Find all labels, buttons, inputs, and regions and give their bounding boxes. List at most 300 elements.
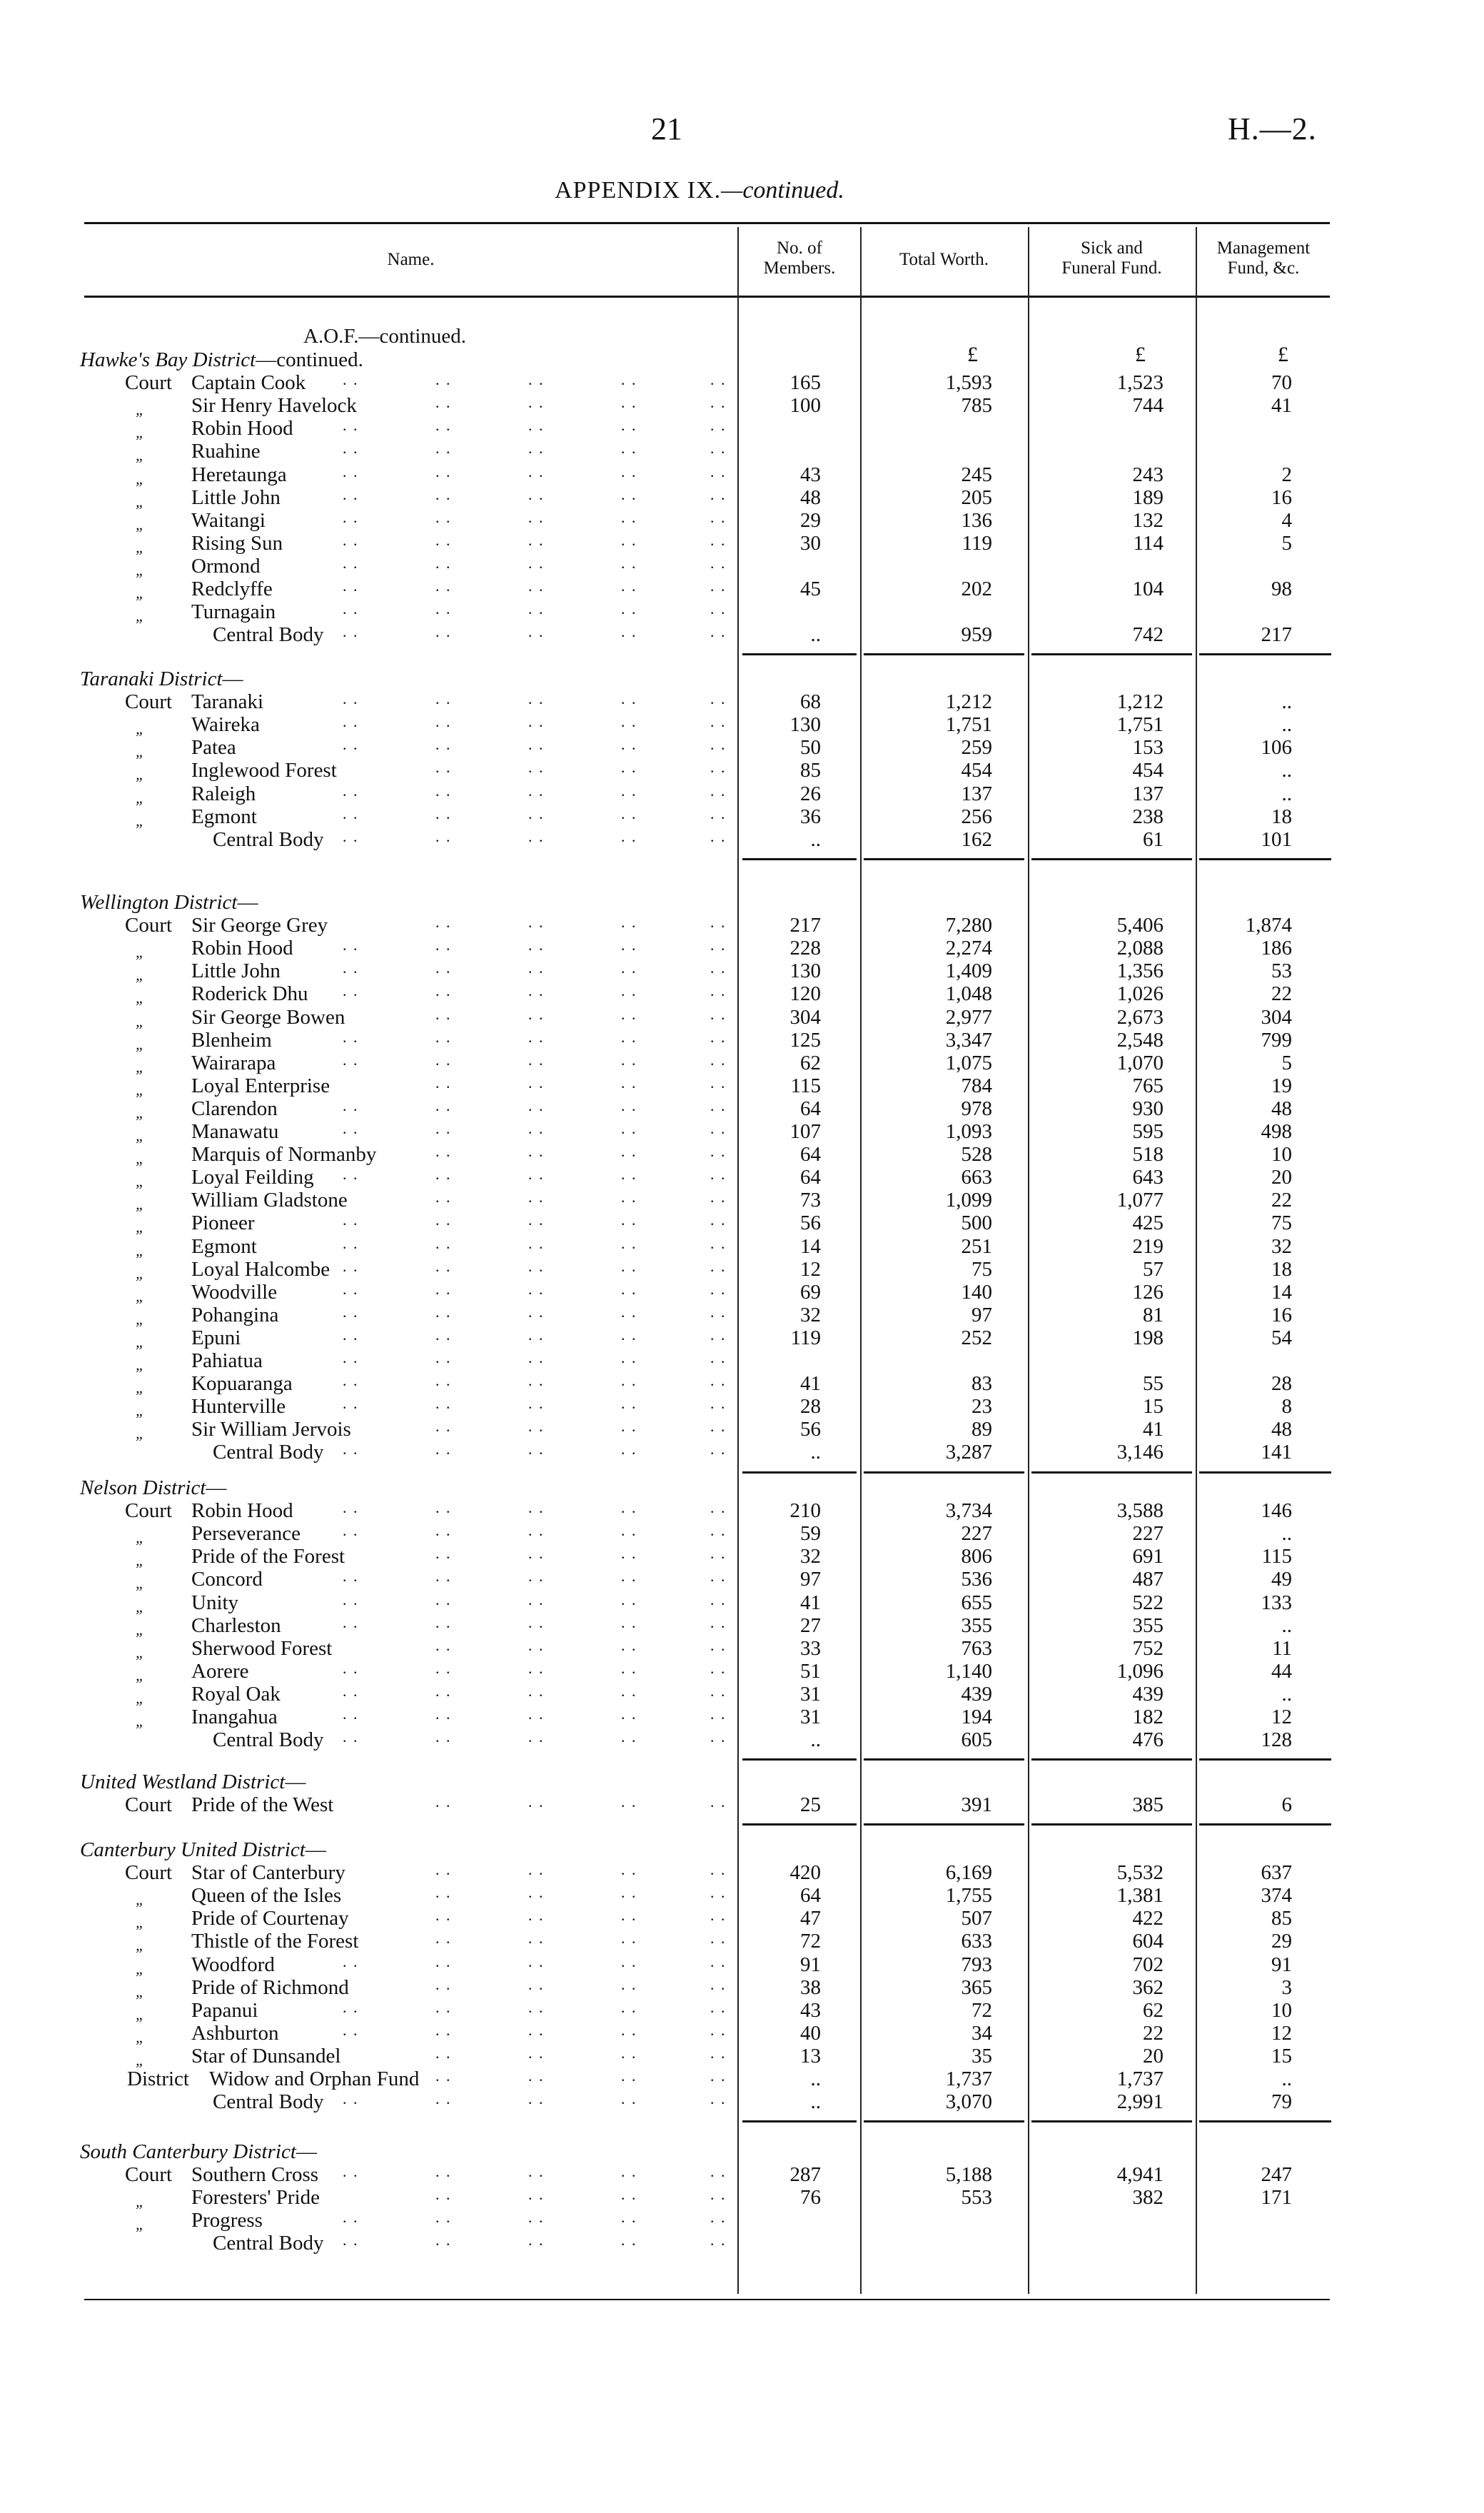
ditto-mark: „	[136, 2192, 145, 2211]
management-cell: 70	[1271, 371, 1292, 395]
leader-dots: . .	[528, 1234, 545, 1252]
leader-dots: . .	[710, 1096, 727, 1114]
members-cell: 28	[800, 1395, 821, 1419]
leader-dots: . .	[528, 1793, 545, 1811]
total-worth-cell: 439	[961, 1682, 992, 1706]
row-name: Sir Henry Havelock	[191, 394, 357, 418]
members-cell: ..	[810, 623, 821, 647]
management-cell: 171	[1261, 2186, 1292, 2210]
leader-dots: . .	[435, 959, 452, 977]
row-name: Sir George Grey	[191, 914, 328, 937]
leader-dots: . .	[528, 1302, 545, 1321]
members-cell: 31	[800, 1706, 821, 1728]
table-row	[0, 1052, 1484, 1074]
total-worth-cell: 1,755	[945, 1884, 992, 1908]
header-name	[84, 250, 737, 270]
leader-dots: . .	[710, 936, 727, 955]
leader-dots: . .	[435, 2020, 452, 2039]
leader-dots: . .	[710, 1544, 727, 1563]
leader-dots: . .	[528, 1590, 545, 1608]
table-row	[0, 759, 1484, 782]
total-worth-cell: 633	[961, 1930, 992, 1953]
leader-dots: . .	[435, 1590, 452, 1608]
row-name: Southern Cross	[191, 2163, 319, 2187]
sick-funeral-cell: 126	[1132, 1280, 1164, 1304]
ditto-mark: „	[136, 401, 145, 419]
leader-dots: . .	[710, 553, 727, 572]
leader-dots: . .	[528, 1096, 545, 1114]
ditto-mark: „	[136, 423, 145, 442]
ditto-mark: „	[136, 1529, 145, 1547]
leader-dots: . .	[528, 2231, 545, 2250]
total-worth-cell: 252	[961, 1326, 992, 1349]
members-cell: ..	[810, 2090, 821, 2114]
members-cell: 29	[800, 508, 821, 532]
members-cell: 33	[800, 1636, 821, 1660]
leader-dots: . .	[435, 1165, 452, 1184]
leader-dots: . .	[621, 690, 637, 708]
row-name: Widow and Orphan Fund	[209, 2068, 420, 2090]
ditto-mark: „	[136, 560, 145, 579]
leader-dots: . .	[710, 1499, 727, 1517]
ditto-mark: „	[136, 1034, 145, 1053]
leader-dots: . .	[435, 1279, 452, 1298]
sick-funeral-cell: 3,146	[1116, 1441, 1164, 1464]
members-cell: 130	[789, 713, 821, 737]
district-suffix: —	[222, 668, 243, 690]
sick-funeral-cell: 742	[1132, 623, 1164, 647]
leader-dots: . .	[435, 1567, 452, 1586]
header-mgmt-line1: Management	[1216, 238, 1311, 258]
row-prefix: Court	[125, 914, 173, 937]
leader-dots: . .	[710, 1636, 727, 1654]
ditto-mark: „	[136, 1597, 145, 1616]
leader-dots: . .	[621, 530, 637, 549]
total-worth-cell: 35	[971, 2044, 992, 2068]
management-cell: 799	[1261, 1028, 1292, 1052]
leader-dots: . .	[343, 1440, 359, 1459]
ditto-mark: „	[136, 1012, 145, 1030]
leader-dots: . .	[528, 2090, 545, 2108]
leader-dots: . .	[710, 462, 727, 480]
sick-funeral-cell: 4,941	[1116, 2163, 1164, 2187]
leader-dots: . .	[343, 1119, 359, 1137]
members-cell: 43	[800, 1998, 821, 2022]
sick-funeral-cell: 476	[1132, 1728, 1164, 1752]
leader-dots: . .	[710, 1417, 727, 1436]
ditto-mark: „	[136, 2215, 145, 2234]
table-row	[0, 1281, 1484, 1304]
district-separator-rule	[864, 1823, 1024, 1825]
management-cell: 637	[1261, 1861, 1292, 1885]
leader-dots: . .	[621, 2231, 637, 2250]
table-row	[0, 532, 1484, 555]
members-cell: 13	[800, 2044, 821, 2068]
table-row	[0, 805, 1484, 828]
sick-funeral-cell: 522	[1132, 1591, 1164, 1614]
table-row	[0, 2163, 1484, 2186]
leader-dots: . .	[528, 1142, 545, 1161]
row-name: Royal Oak	[191, 1682, 281, 1706]
table-row	[0, 828, 1484, 851]
header-sick-line2: Funeral Fund.	[1061, 258, 1162, 278]
management-cell: 146	[1261, 1499, 1292, 1523]
leader-dots: . .	[621, 959, 637, 977]
management-cell: 32	[1271, 1234, 1292, 1258]
leader-dots: . .	[710, 416, 727, 435]
table-row	[0, 1568, 1484, 1591]
leader-dots: . .	[435, 1975, 452, 1993]
leader-dots: . .	[710, 1883, 727, 1902]
table-row	[0, 555, 1484, 578]
leader-dots: . .	[435, 804, 452, 822]
leader-dots: . .	[621, 982, 637, 1000]
leader-dots: . .	[343, 530, 359, 549]
leader-dots: . .	[621, 1929, 637, 1948]
leader-dots: . .	[528, 2208, 545, 2227]
total-worth-cell: 259	[961, 736, 992, 760]
management-cell: 10	[1271, 1143, 1292, 1167]
leader-dots: . .	[621, 758, 637, 777]
row-name: Patea	[191, 736, 236, 760]
district-name: United Westland District	[80, 1771, 286, 1793]
total-worth-cell: 1,075	[945, 1051, 992, 1074]
management-cell: 49	[1271, 1568, 1292, 1591]
leader-dots: . .	[528, 1952, 545, 1970]
members-cell: 64	[800, 1143, 821, 1167]
leader-dots: . .	[621, 1883, 637, 1902]
row-name: Robin Hood	[191, 417, 293, 440]
ditto-mark: „	[136, 1551, 145, 1570]
leader-dots: . .	[621, 553, 637, 572]
management-cell: 133	[1261, 1591, 1292, 1614]
leader-dots: . .	[621, 371, 637, 389]
district-separator-rule	[1031, 1471, 1192, 1474]
table-row	[0, 1395, 1484, 1418]
management-cell: 1,874	[1245, 914, 1292, 937]
table-row	[0, 2068, 1484, 2090]
sick-funeral-cell: 1,356	[1116, 960, 1164, 983]
district-separator-rule	[864, 1471, 1024, 1474]
leader-dots: . .	[343, 2208, 359, 2227]
leader-dots: . .	[710, 371, 727, 389]
members-cell: 107	[789, 1120, 821, 1143]
leader-dots: . .	[435, 1349, 452, 1366]
management-cell: 41	[1271, 394, 1292, 418]
leader-dots: . .	[528, 1325, 545, 1344]
row-name: Inglewood Forest	[191, 759, 337, 782]
leader-dots: . .	[435, 439, 452, 458]
sick-funeral-cell: 227	[1132, 1522, 1164, 1546]
sick-funeral-cell: 425	[1132, 1212, 1164, 1235]
table-row	[0, 600, 1484, 623]
leader-dots: . .	[343, 1325, 359, 1344]
leader-dots: . .	[528, 758, 545, 777]
members-cell: 73	[800, 1189, 821, 1212]
management-cell: ..	[1281, 759, 1292, 782]
management-cell: ..	[1281, 1613, 1292, 1637]
district-separator-rule	[1031, 653, 1192, 655]
members-cell: 228	[789, 937, 821, 960]
leader-dots: . .	[435, 1681, 452, 1700]
leader-dots: . .	[343, 553, 359, 572]
leader-dots: . .	[528, 2043, 545, 2062]
table-row	[0, 1728, 1484, 1751]
leader-dots: . .	[528, 1544, 545, 1563]
row-name: Central Body	[213, 2090, 324, 2114]
management-cell: 75	[1271, 1212, 1292, 1235]
leader-dots: . .	[435, 462, 452, 480]
leader-dots: . .	[621, 1142, 637, 1161]
management-cell: 12	[1271, 2021, 1292, 2045]
row-name: Pride of Richmond	[191, 1975, 349, 1999]
management-cell: 19	[1271, 1074, 1292, 1097]
leader-dots: . .	[710, 1590, 727, 1608]
ditto-mark: „	[136, 1959, 145, 1978]
leader-dots: . .	[621, 2090, 637, 2108]
row-name: Turnagain	[191, 600, 276, 624]
total-worth-cell: 391	[961, 1793, 992, 1817]
management-cell: 498	[1261, 1120, 1292, 1143]
table-row	[0, 1120, 1484, 1143]
leader-dots: . .	[435, 1929, 452, 1948]
total-worth-cell: 806	[961, 1545, 992, 1568]
leader-dots: . .	[435, 1302, 452, 1321]
members-cell: 30	[800, 531, 821, 555]
members-cell: 56	[800, 1212, 821, 1235]
management-cell: 16	[1271, 485, 1292, 509]
row-name: Ormond	[191, 554, 261, 578]
district-name: Nelson District	[80, 1476, 206, 1499]
leader-dots: . .	[435, 1142, 452, 1161]
table-row	[0, 1637, 1484, 1660]
row-name: Taranaki	[191, 690, 264, 714]
leader-dots: . .	[528, 1027, 545, 1046]
leader-dots: . .	[621, 1073, 637, 1092]
leader-dots: . .	[621, 1371, 637, 1390]
leader-dots: . .	[528, 1394, 545, 1413]
row-name: Redclyffe	[191, 578, 273, 600]
leader-dots: . .	[435, 2090, 452, 2108]
members-cell: 119	[790, 1326, 821, 1349]
sick-funeral-cell: 57	[1143, 1257, 1164, 1281]
leader-dots: . .	[621, 735, 637, 754]
table-header-bottom-rule	[84, 296, 1330, 298]
district-heading	[80, 1838, 326, 1862]
leader-dots: . .	[343, 2231, 359, 2250]
leader-dots: . .	[710, 623, 727, 641]
sick-funeral-cell: 182	[1132, 1706, 1164, 1728]
ditto-mark: „	[136, 2050, 145, 2069]
members-cell: 14	[800, 1234, 821, 1258]
leader-dots: . .	[621, 439, 637, 458]
total-worth-cell: 663	[961, 1166, 992, 1189]
leader-dots: . .	[435, 2043, 452, 2062]
leader-dots: . .	[528, 577, 545, 595]
ditto-mark: „	[136, 1379, 145, 1397]
total-worth-cell: 7,280	[945, 914, 992, 937]
leader-dots: . .	[435, 758, 452, 777]
ditto-mark: „	[136, 1643, 145, 1661]
row-name: Loyal Enterprise	[191, 1074, 330, 1097]
leader-dots: . .	[710, 577, 727, 595]
leader-dots: . .	[435, 1499, 452, 1517]
table-row	[0, 982, 1484, 1005]
total-worth-cell: 136	[961, 508, 992, 532]
table-row	[0, 1614, 1484, 1637]
ditto-mark: „	[136, 1688, 145, 1707]
leader-dots: . .	[621, 1256, 637, 1275]
leader-dots: . .	[343, 1681, 359, 1700]
document-code: H.—2.	[1228, 111, 1317, 146]
table-row	[0, 1258, 1484, 1281]
sick-funeral-cell: 1,026	[1116, 982, 1164, 1006]
district-separator-rule	[1031, 1823, 1192, 1825]
table-row	[0, 782, 1484, 805]
district-suffix: —	[305, 1838, 326, 1861]
leader-dots: . .	[435, 2208, 452, 2227]
row-prefix: Court	[125, 1793, 173, 1817]
leader-dots: . .	[621, 1119, 637, 1137]
ditto-mark: „	[136, 607, 145, 625]
sick-funeral-cell: 5,406	[1116, 914, 1164, 937]
members-cell: 165	[789, 371, 821, 395]
header-members-line2: Members.	[763, 258, 836, 278]
management-cell: 18	[1271, 1257, 1292, 1281]
leader-dots: . .	[710, 982, 727, 1000]
table-row	[0, 1591, 1484, 1614]
district-separator-rule	[742, 1758, 857, 1761]
district-separator-rule	[742, 1823, 857, 1825]
management-cell: 12	[1271, 1706, 1292, 1728]
members-cell: 25	[800, 1793, 821, 1817]
leader-dots: . .	[710, 600, 727, 618]
management-cell: 22	[1271, 1189, 1292, 1212]
sick-funeral-cell: 355	[1132, 1613, 1164, 1637]
leader-dots: . .	[710, 1705, 727, 1723]
leader-dots: . .	[621, 1521, 637, 1540]
total-worth-cell: 1,212	[945, 690, 992, 714]
header-name-text: Name.	[387, 250, 435, 269]
leader-dots: . .	[435, 1952, 452, 1970]
leader-dots: . .	[621, 1440, 637, 1459]
ditto-mark: „	[136, 1712, 145, 1730]
ditto-mark: „	[136, 1309, 145, 1328]
leader-dots: . .	[528, 1256, 545, 1275]
leader-dots: . .	[528, 1613, 545, 1631]
district-suffix: —	[237, 891, 258, 914]
sick-funeral-cell: 1,751	[1116, 713, 1164, 737]
ditto-mark: „	[136, 742, 145, 761]
leader-dots: . .	[528, 623, 545, 641]
row-name: Little John	[191, 485, 281, 509]
management-cell: 5	[1281, 531, 1292, 555]
leader-dots: . .	[528, 982, 545, 1000]
total-worth-cell: 785	[961, 394, 992, 418]
leader-dots: . .	[621, 1544, 637, 1563]
leader-dots: . .	[710, 1004, 727, 1023]
leader-dots: . .	[621, 577, 637, 595]
sick-funeral-cell: 604	[1132, 1930, 1164, 1953]
row-prefix: Court	[125, 690, 173, 714]
leader-dots: . .	[710, 1027, 727, 1046]
management-cell: ..	[1281, 713, 1292, 737]
table-row	[0, 713, 1484, 736]
sick-funeral-cell: 104	[1132, 578, 1164, 600]
leader-dots: . .	[343, 1658, 359, 1677]
leader-dots: . .	[621, 1613, 637, 1631]
leader-dots: . .	[435, 712, 452, 731]
leader-dots: . .	[343, 735, 359, 754]
leader-dots: . .	[710, 1279, 727, 1298]
total-worth-cell: 34	[971, 2021, 992, 2045]
sick-funeral-cell: 243	[1132, 463, 1164, 486]
leader-dots: . .	[710, 530, 727, 549]
table-row	[0, 1097, 1484, 1120]
leader-dots: . .	[621, 1211, 637, 1229]
leader-dots: . .	[343, 623, 359, 641]
management-cell: 98	[1271, 578, 1292, 600]
leader-dots: . .	[528, 416, 545, 435]
table-row	[0, 1211, 1484, 1237]
row-name: Loyal Feilding	[191, 1166, 314, 1189]
table-row	[0, 1006, 1484, 1029]
leader-dots: . .	[435, 577, 452, 595]
leader-dots: . .	[343, 2162, 359, 2181]
row-name: Central Body	[213, 1728, 324, 1752]
leader-dots: . .	[621, 1567, 637, 1586]
leader-dots: . .	[435, 735, 452, 754]
ditto-mark: „	[136, 989, 145, 1007]
ditto-mark: „	[136, 811, 145, 830]
table-row	[0, 1976, 1484, 1999]
leader-dots: . .	[343, 1590, 359, 1608]
management-cell: 48	[1271, 1418, 1292, 1441]
ditto-mark: „	[136, 1424, 145, 1443]
leader-dots: . .	[343, 1613, 359, 1631]
table-row	[0, 1884, 1484, 1907]
ditto-mark: „	[136, 1195, 145, 1214]
district-separator-rule	[1031, 1758, 1192, 1761]
leader-dots: . .	[343, 416, 359, 435]
leader-dots: . .	[710, 2067, 727, 2085]
management-cell: 11	[1272, 1636, 1292, 1660]
district-heading	[80, 891, 258, 915]
leader-dots: . .	[528, 1371, 545, 1390]
leader-dots: . .	[710, 1440, 727, 1459]
row-name: Woodville	[191, 1280, 278, 1304]
leader-dots: . .	[343, 1027, 359, 1046]
leader-dots: . .	[435, 1544, 452, 1563]
ditto-mark: „	[136, 966, 145, 984]
management-cell: 18	[1271, 805, 1292, 828]
leader-dots: . .	[710, 1613, 727, 1631]
ditto-mark: „	[136, 1172, 145, 1191]
leader-dots: . .	[435, 1027, 452, 1046]
leader-dots: . .	[435, 2231, 452, 2250]
leader-dots: . .	[528, 1883, 545, 1902]
total-worth-cell: 97	[971, 1303, 992, 1326]
management-cell: 101	[1261, 827, 1292, 851]
members-cell: 69	[800, 1280, 821, 1304]
table-row	[0, 1418, 1484, 1441]
table-row	[0, 417, 1484, 440]
management-cell: ..	[1281, 1522, 1292, 1546]
leader-dots: . .	[710, 1952, 727, 1970]
district-heading	[80, 668, 243, 691]
total-worth-cell: 3,347	[945, 1028, 992, 1052]
leader-dots: . .	[621, 1658, 637, 1677]
